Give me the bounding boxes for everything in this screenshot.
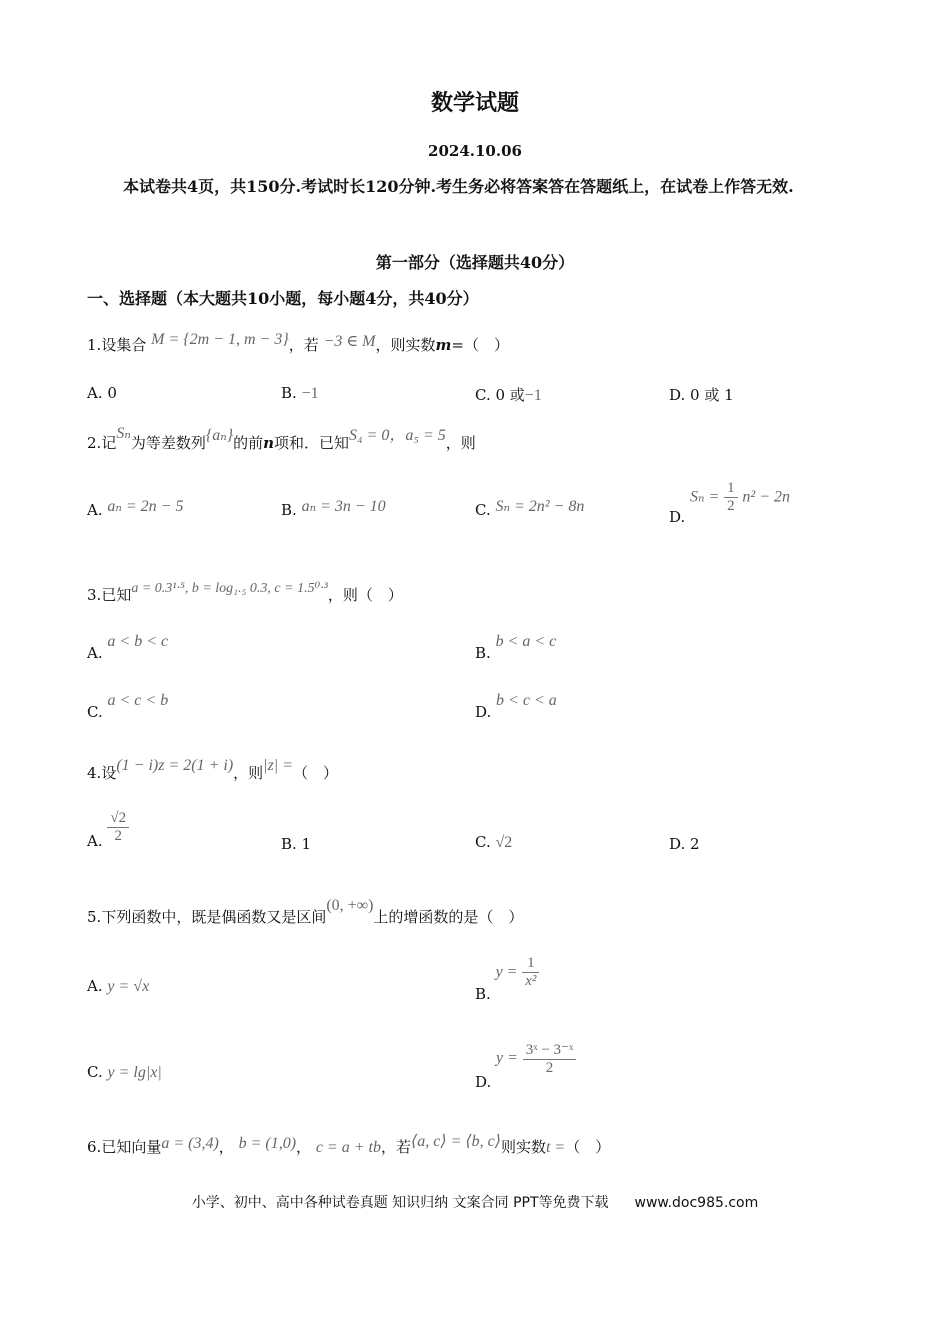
q1-option-d: D. 0 或 1 xyxy=(669,386,734,404)
question-5: 5.下列函数中，既是偶函数又是区间(0, +∞)上的增函数的是（ ） xyxy=(87,897,524,926)
section-heading: 一、选择题（本大题共10小题，每小题4分，共40分） xyxy=(87,289,479,308)
question-4: 4.设(1 − i)z = 2(1 + i)，则|z| =（ ） xyxy=(87,757,339,782)
q1-option-a: A. 0 xyxy=(87,384,117,402)
q4-option-b: B. 1 xyxy=(281,835,312,853)
q4-option-d: D. 2 xyxy=(669,835,700,853)
q5-option-a: A. y = √x xyxy=(87,977,150,995)
q1-option-c: C. 0 或−1 xyxy=(475,386,542,404)
page-title: 数学试题 xyxy=(430,90,519,116)
q5-b-fraction: $\frac{1}{\text{x²}}$ xyxy=(522,955,539,990)
q3-option-d: D. b < c < a xyxy=(475,692,557,721)
q2-option-d: D. Sₙ = $\frac{1}{2}$ n² − 2n xyxy=(669,480,790,526)
question-6: 6.已知向量a = (3,4)， b = (1,0)， c = a + tb，若⟨a, c⟩ = ⟨b, c⟩则实数t =（ ） xyxy=(87,1133,611,1156)
q3-option-c: C. a < c < b xyxy=(87,692,169,721)
q1-option-b: B. −1 xyxy=(281,384,319,402)
q3-option-b: B. b < a < c xyxy=(475,633,557,662)
footer-text: 小学、初中、高中各种试卷真题 知识归纳 文案合同 PPT等免费下载 xyxy=(191,1195,609,1211)
q2-option-c: C. Sₙ = 2n² − 8n xyxy=(475,498,585,519)
q2-d-fraction: $\frac{1}{2}$ xyxy=(724,480,738,515)
part-heading: 第一部分（选择题共40分） xyxy=(375,253,575,272)
q5-option-b: B. y = $\frac{1}{\text{x²}}$ xyxy=(475,955,539,990)
q4-a-fraction: $\frac{√2}{2}$ xyxy=(107,810,129,845)
q2-option-b: B. aₙ = 3n − 10 xyxy=(281,498,386,519)
page-footer xyxy=(0,1192,950,1212)
q4-option-a: A. $\frac{√2}{2}$ xyxy=(87,810,129,845)
q5-d-fraction: $\frac{\text{3ˣ − 3⁻ˣ}}{2}$ xyxy=(523,1040,577,1077)
question-2: 2.记Sₙ为等差数列{aₙ}的前n项和．已知S₄ = 0，a₅ = 5，则 xyxy=(87,425,476,452)
q5-option-d: D. y = $\frac{\text{3ˣ − 3⁻ˣ}}{2}$ xyxy=(475,1040,576,1077)
footer-url[interactable]: www.doc985.com xyxy=(634,1195,759,1211)
question-1: 1.设集合 M = {2m − 1, m − 3}，若 −3 ∈ M，则实数m=（ ） xyxy=(87,331,509,354)
q2-option-a: A. aₙ = 2n − 5 xyxy=(87,498,184,519)
question-3: 3.已知a = 0.3¹·⁵, b = log₁.₅ 0.3, c = 1.5⁰·³，则（ ） xyxy=(87,581,403,604)
q4-option-c: C. √2 xyxy=(475,833,513,851)
q3-option-a: A. a < b < c xyxy=(87,633,169,662)
q5-option-c: C. y = lg|x| xyxy=(87,1063,162,1081)
exam-date: 2024.10.06 xyxy=(428,142,522,160)
exam-instructions: 本试卷共4页，共150分.考试时长120分钟.考生务必将答案答在答题纸上，在试卷上作答无效. xyxy=(123,177,794,196)
